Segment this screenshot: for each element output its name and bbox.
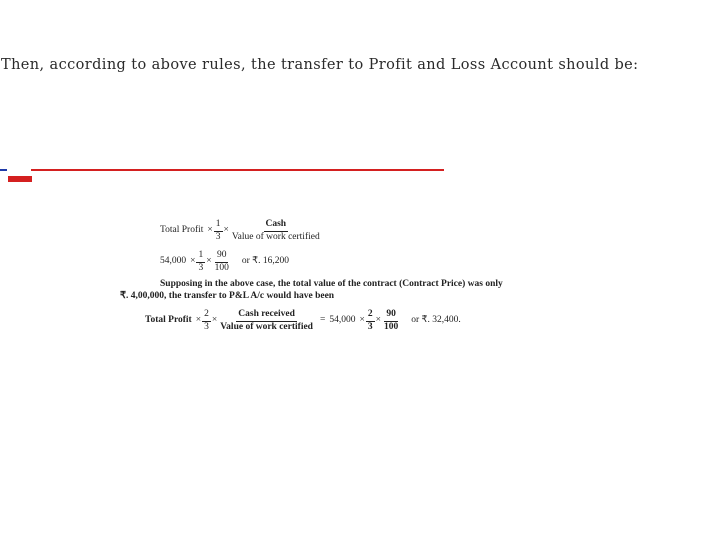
formula3-pct-num: 90 (384, 310, 398, 322)
formula3-pct-den: 100 (383, 321, 399, 332)
formula3-frac-den: 3 (204, 321, 209, 332)
formula1-ratio-num: Cash (264, 220, 289, 232)
formula1-times: × (207, 225, 213, 236)
formula1-label: Total Profit (160, 225, 204, 236)
formula1-fraction (214, 220, 223, 242)
formula2-frac-den: 3 (198, 262, 204, 273)
formula3-fraction-2 (366, 310, 375, 332)
formula3-ratio-den: Value of work certified (220, 321, 313, 332)
paragraph-line-1: Supposing in the above case, the total value of the contract (Contract Price) was only (160, 279, 503, 289)
formula2-result: or ₹. 16,200 (241, 256, 290, 267)
formula-total-profit-cash (160, 220, 323, 242)
formula-32400 (145, 310, 461, 332)
formula2-fraction (196, 251, 205, 273)
formula3-times: × (195, 315, 202, 326)
slide-heading: Then, according to above rules, the transfer to Profit and Loss Account should be: (1, 57, 639, 73)
formula2-percent (213, 251, 231, 273)
red-divider-line (31, 169, 444, 171)
formula2-times: × (190, 256, 196, 267)
formula2-base: 54,000 (160, 256, 187, 267)
formula3-times-3: × (359, 315, 365, 326)
formula3-percent (382, 310, 400, 332)
formula3-ratio-num: Cash received (236, 310, 297, 322)
formula3-frac2-num: 2 (366, 310, 375, 322)
formula-16200 (160, 251, 289, 273)
formula3-result: or ₹. 32,400. (411, 315, 461, 326)
formula3-ratio (218, 310, 315, 332)
formula2-pct-num: 90 (215, 251, 229, 263)
formula2-times-2: × (206, 256, 212, 267)
formula1-frac-num: 1 (214, 220, 223, 232)
formula3-frac2-den: 3 (367, 321, 373, 332)
paragraph-line-2: ₹. 4,00,000, the transfer to P&L A/c would have been (120, 291, 335, 301)
formula3-fraction (202, 310, 211, 332)
formula1-ratio (230, 220, 322, 242)
blue-rule-mark (0, 169, 7, 171)
formula3-base: 54,000 (329, 315, 356, 326)
formula3-frac-num: 2 (202, 310, 211, 322)
formula2-pct-den: 100 (214, 262, 229, 273)
red-accent-block (8, 176, 32, 182)
formula1-frac-den: 3 (215, 231, 221, 242)
formula2-frac-num: 1 (196, 251, 205, 263)
formula3-equals: = (319, 315, 326, 326)
formula3-label: Total Profit (145, 315, 192, 326)
formula3-times-2: × (211, 315, 218, 326)
formula3-times-4: × (375, 315, 381, 326)
formula1-ratio-den: Value of work certified (231, 231, 320, 242)
formula1-times-2: × (223, 225, 229, 236)
